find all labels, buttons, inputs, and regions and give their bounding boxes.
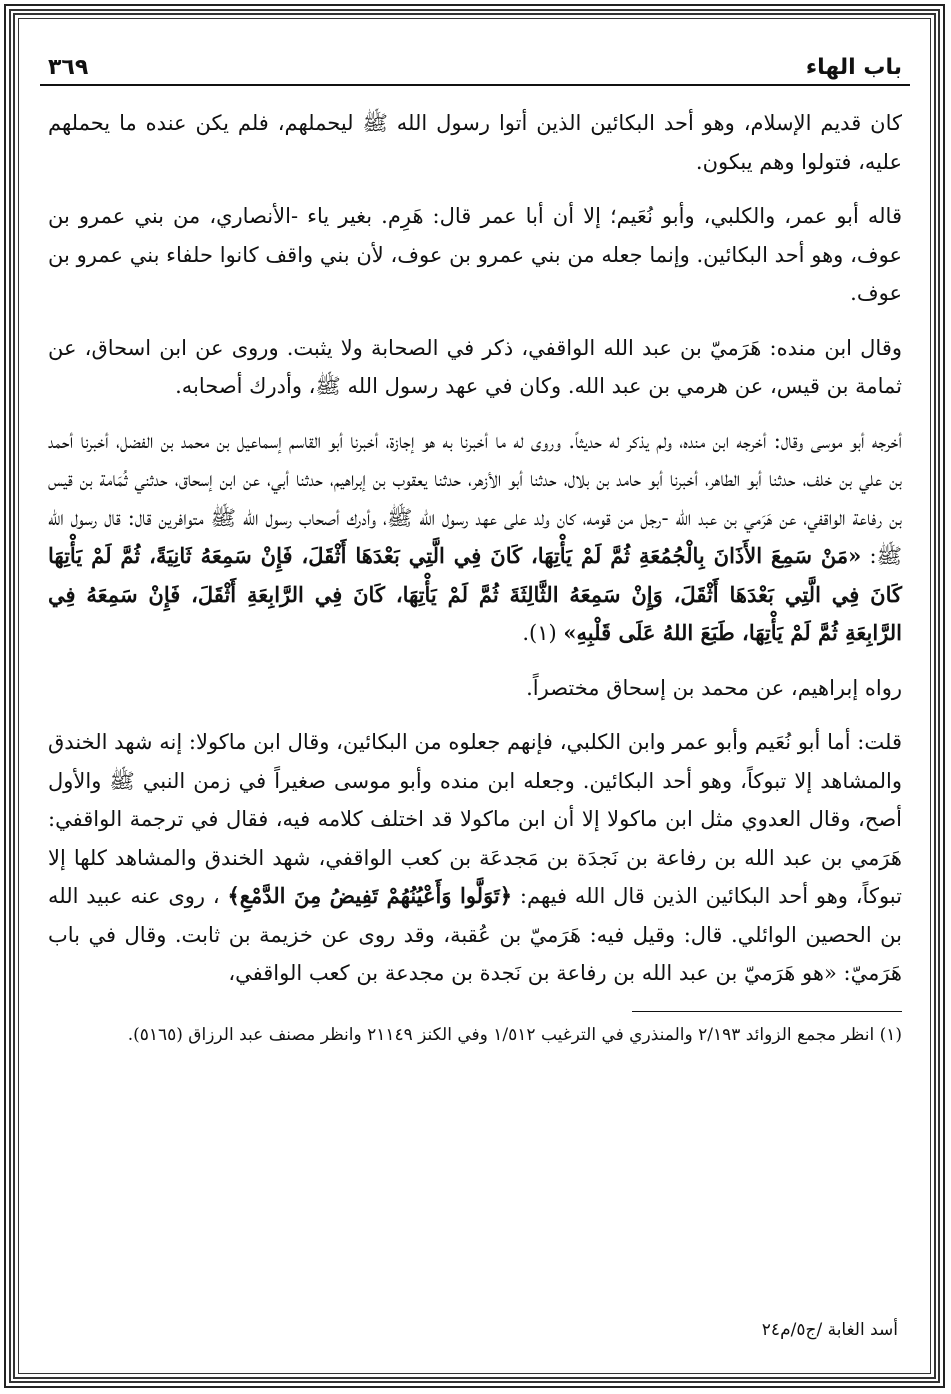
paragraph-6-cont: ، روى عنه عبيد الله بن الحصين الوائلي. قال: وقيل فيه: هَرَميّ بن عُقبة، وقد روى عن خزيمة بن ثابت. وقال في باب هَرَميّ: «هو هَرَميّ بن عبد الله بن رفاعة بن نَجدة بن مجدعة بن كعب الواقفي، <box>48 884 902 985</box>
running-header <box>40 55 910 86</box>
paragraph-1: كان قديم الإسلام، وهو أحد البكائين الذين أتوا رسول الله ﷺ ليحملهم، فلم يكن عنده ما يحملهم عليه، فتولوا وهم يبكون. <box>48 111 902 174</box>
quran-verse: ﴿تَوَلَّوا وَأَعْيُنُهُمْ تَفِيضُ مِنَ الدَّمْعِ﴾ <box>227 883 513 908</box>
paragraph-4 <box>40 422 910 653</box>
footnote-divider <box>632 1011 902 1012</box>
hadith-text: «مَنْ سَمِعَ الأَذَانَ بِالْجُمُعَةِ ثُمَّ لَمْ يَأْتِهَا، كَانَ فِي الَّتِي بَعْدَهَا أَثْقَلَ، فَإِنْ سَمِعَهُ ثَانِيَةً، ثُمَّ لَمْ يَأْتِهَا كَانَ فِي الَّتِي بَعْدَهَا أَثْقَلَ، وَإِنْ سَمِعَهُ الثَّالِثَةَ ثُمَّ لَمْ يَأْتِهَا، كَانَ فِي الرَّابِعَةِ أَثْقَلَ، فَإِنْ سَمِعَهُ فِي الرَّابِعَةِ ثُمَّ لَمْ يَأْتِهَا، طَبَعَ اللهُ عَلَى قَلْبِهِ» <box>48 543 902 645</box>
paragraph-5: رواه إبراهيم، عن محمد بن إسحاق مختصراً. <box>526 675 902 700</box>
page-footer: أسد الغابة /ج٥/م٢٤ <box>761 1320 898 1340</box>
paragraph-4-text: أخرجه أبو موسى وقال: أخرجه ابن منده، ولم يذكر له حديثاً. وروى له ما أخبرنا به هو إجازة، أخبرنا أبو القاسم إسماعيل بن محمد بن الفضل، أخبرنا أحمد بن علي بن خلف، حدثنا أبو الطاهر، أخبرنا أبو حامد بن بلال، حدثنا أبو الأزهر، حدثنا يعقوب بن إبراهيم، حدثنا أبي، عن ابن إسحاق، حدثني ثُمَامة بن قيس بن رفاعة الواقفي، عن هَرَمي بن عبد الله -رجل من قومه، كان ولد على عهد رسول الله ﷺ، وأدرك أصحاب رسول الله ﷺ متوافرين قال: قال رسول الله ﷺ: <box>48 428 902 568</box>
page-number: ٣٦٩ <box>48 55 89 80</box>
paragraph-6 <box>40 723 910 993</box>
page-body <box>40 55 910 1050</box>
footnote-1: (١) انظر مجمع الزوائد ٢/١٩٣ والمنذري في الترغيب ١/٥١٢ وفي الكنز ٢١١٤٩ وانظر مصنف عبد الرزاق (٥١٦٥). <box>127 1024 902 1045</box>
paragraph-6-text: قلت: أما أبو نُعَيم وأبو عمر وابن الكلبي، فإنهم جعلوه من البكائين، وقال ابن ماكولا: إنه شهد الخندق والمشاهد إلا تبوكاً، وهو أحد البكائين. وجعله ابن منده وأبو موسى صغيراً في زمن النبي ﷺ والأول أصح، وقال العدوي مثل ابن ماكولا إلا أن ابن ماكولا قد اختلف كلامه فيه، فقال في ترجمة الواقفي: هَرَمي بن عبد الله بن رفاعة بن نَجدَة بن مَجدعَة بن كعب الواقفي، شهد الخندق والمشاهد كلها إلا تبوكاً، وهو أحد البكائين الذين قال الله فيهم: <box>48 730 902 908</box>
paragraph-3: وقال ابن منده: هَرَميّ بن عبد الله الواقفي، ذكر في الصحابة ولا يثبت. وروى عن ابن اسحاق، عن ثمامة بن قيس، عن هرمي بن عبد الله. وكان في عهد رسول الله ﷺ، وأدرك أصحابه. <box>48 335 902 398</box>
hadith-footnote-ref: (١). <box>522 621 557 645</box>
paragraph-2: قاله أبو عمر، والكلبي، وأبو نُعَيم؛ إلا أن أبا عمر قال: هَرِم. بغير ياء -الأنصاري، من بني عمرو بن عوف، وهو أحد البكائين. وإنما جعله من بني عمرو بن عوف، لأن بني واقف كانوا حلفاء بني عمرو بن عوف. <box>48 204 902 305</box>
chapter-title: باب الهاء <box>805 55 902 80</box>
